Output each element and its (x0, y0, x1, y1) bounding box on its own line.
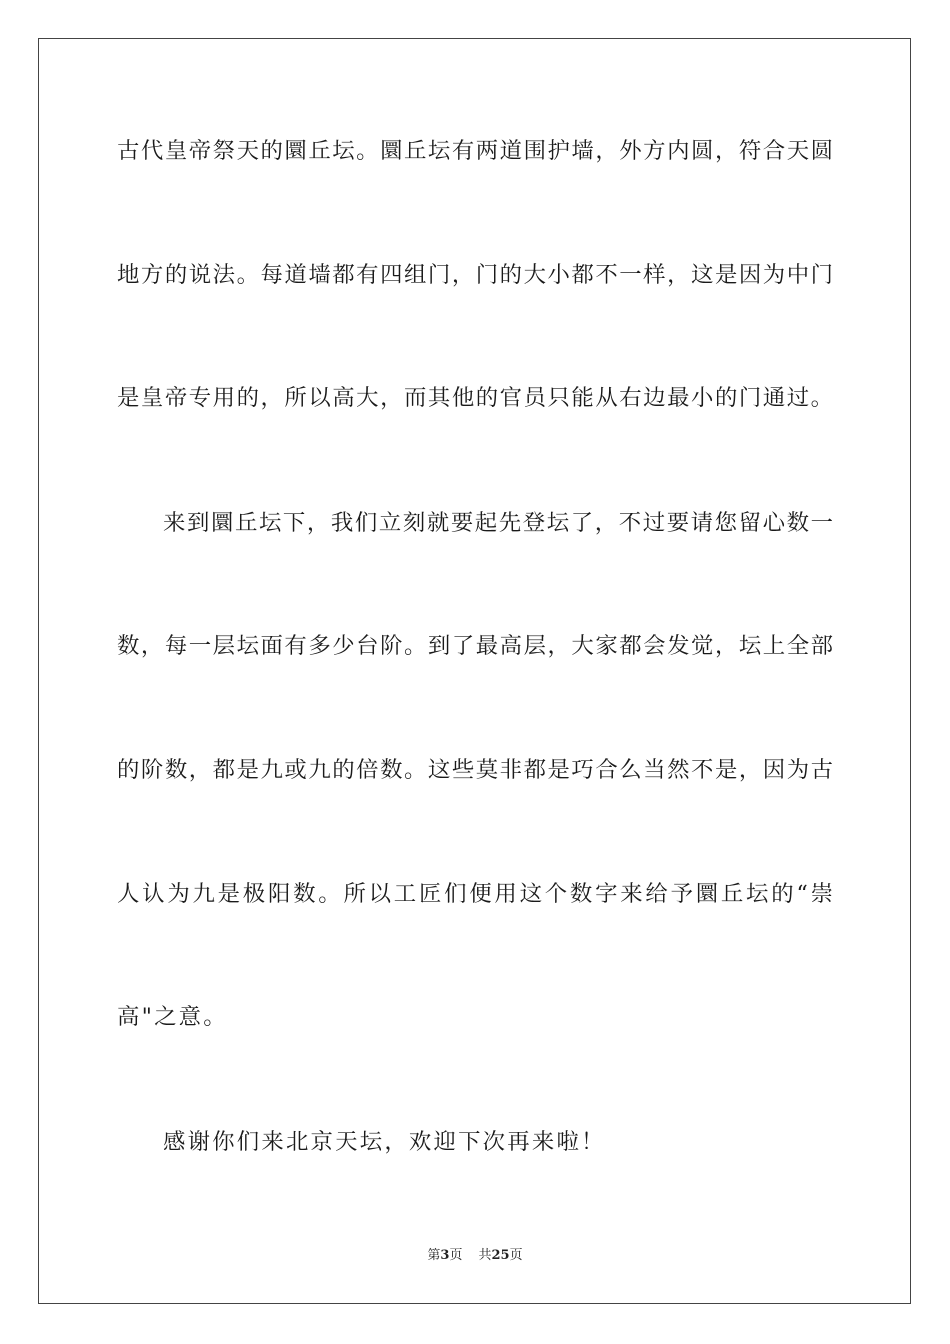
footer-page-number: 3 (440, 1248, 450, 1263)
page-border (38, 38, 911, 1304)
body-line-6: 的阶数，都是九或九的倍数。这些莫非都是巧合么当然不是，因为古 (117, 757, 833, 783)
footer-page-prefix: 第 (427, 1248, 441, 1263)
body-line-5: 数，每一层坛面有多少台阶。到了最高层，大家都会发觉，坛上全部 (117, 633, 833, 659)
footer-total-suffix: 页 (509, 1248, 523, 1263)
footer-total-number: 25 (491, 1248, 510, 1263)
body-line-2: 地方的说法。每道墙都有四组门，门的大小都不一样，这是因为中门 (117, 262, 833, 288)
body-line-7: 人认为九是极阳数。所以工匠们便用这个数字来给予圜丘坛的“崇 (117, 881, 833, 907)
body-line-8: 高"之意。 (117, 1004, 228, 1030)
footer-total-prefix: 共 (478, 1248, 492, 1263)
body-line-9: 感谢你们来北京天坛，欢迎下次再来啦！ (163, 1129, 606, 1155)
body-line-1: 古代皇帝祭天的圜丘坛。圜丘坛有两道围护墙，外方内圆，符合天圆 (117, 138, 833, 164)
page-footer (0, 1247, 950, 1265)
footer-page-suffix: 页 (449, 1248, 463, 1263)
body-line-3: 是皇帝专用的，所以高大，而其他的官员只能从右边最小的门通过。 (117, 385, 833, 411)
body-line-4: 来到圜丘坛下，我们立刻就要起先登坛了，不过要请您留心数一 (163, 510, 833, 536)
